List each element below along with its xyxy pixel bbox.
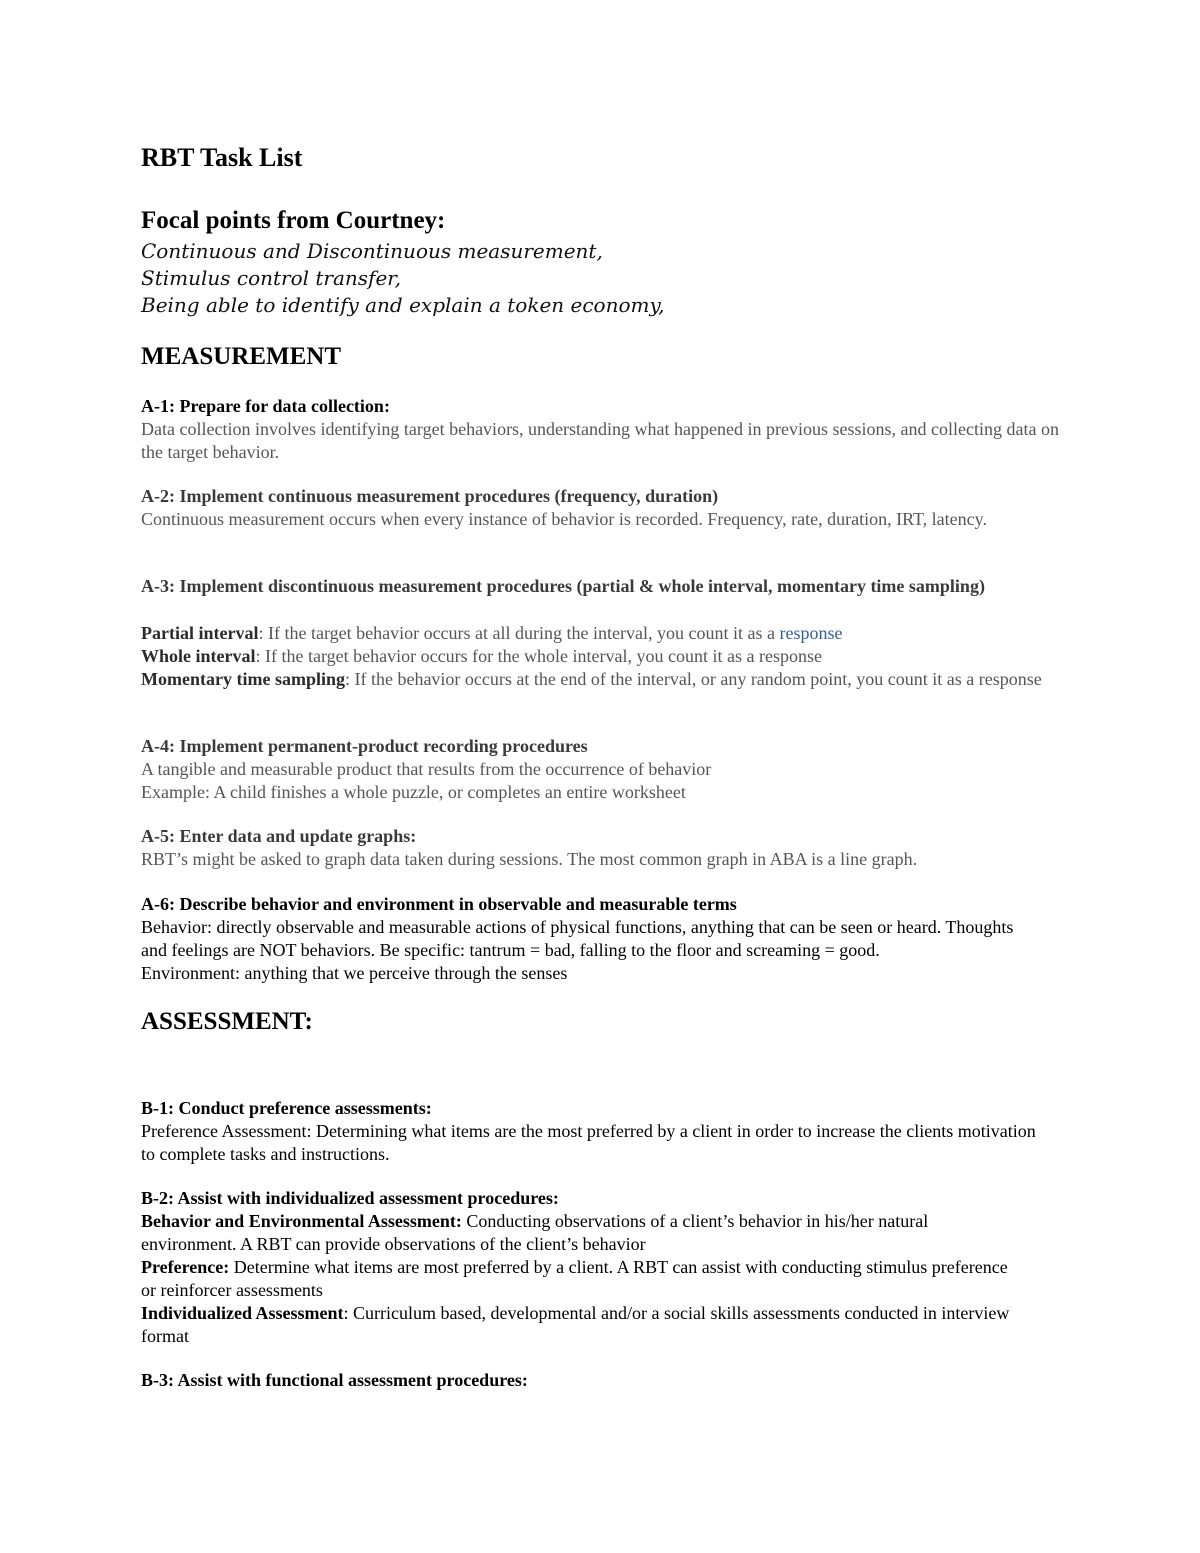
b2-preference <box>141 1256 1021 1302</box>
b1-heading: B-1: Conduct preference assessments: <box>141 1098 432 1118</box>
bea-term: Behavior and Environmental Assessment: <box>141 1211 462 1231</box>
assessment-heading: ASSESSMENT: <box>141 1008 313 1035</box>
partial-interval-text: : If the target behavior occurs at all during the interval, you count it as a <box>258 623 780 643</box>
b2-behavior-environmental <box>141 1210 1021 1256</box>
a6-heading: A-6: Describe behavior and environment in observable and measurable terms <box>141 894 737 914</box>
partial-interval-term: Partial interval <box>141 623 259 643</box>
preference-term: Preference: <box>141 1257 230 1277</box>
a3-partial-interval <box>141 622 1061 645</box>
individualized-term: Individualized Assessment <box>141 1303 344 1323</box>
momentary-time-sampling-term: Momentary time sampling <box>141 669 345 689</box>
focal-item: Stimulus control transfer, <box>141 266 402 290</box>
b2-heading: B-2: Assist with individualized assessment procedures: <box>141 1188 559 1208</box>
whole-interval-text: : If the target behavior occurs for the whole interval, you count it as a response <box>255 646 822 666</box>
b2-individualized <box>141 1302 1021 1348</box>
a6-behavior: Behavior: directly observable and measurable actions of physical functions, anything that can be seen or heard. Thoughts and feelings are NOT behaviors. Be specific: tantrum = bad, falling to the floor and screaming = good. <box>141 917 1014 960</box>
preference-text: Determine what items are most preferred by a client. A RBT can assist with conducting stimulus preference or reinforcer assessments <box>141 1257 1008 1300</box>
focal-points-heading: Focal points from Courtney: <box>141 207 446 234</box>
response-link[interactable]: response <box>779 623 843 643</box>
focal-item: Continuous and Discontinuous measurement, <box>141 239 603 263</box>
a1-heading: A-1: Prepare for data collection: <box>141 396 390 416</box>
bea-text: Conducting observations of a client’s behavior in his/her natural environment. A RBT can provide observations of the client’s behavior <box>141 1211 929 1254</box>
individualized-text: : Curriculum based, developmental and/or a social skills assessments conducted in interview format <box>141 1303 1010 1346</box>
a3-momentary-time-sampling <box>141 668 1061 691</box>
a5-body: RBT’s might be asked to graph data taken during sessions. The most common graph in ABA is a line graph. <box>141 849 918 869</box>
a2-body: Continuous measurement occurs when every instance of behavior is recorded. Frequency, rate, duration, IRT, latency. <box>141 509 987 529</box>
a3-heading: A-3: Implement discontinuous measurement procedures (partial & whole interval, momentary time sampling) <box>141 576 985 596</box>
b1-body: Preference Assessment: Determining what items are the most preferred by a client in order to increase the clients motivation to complete tasks and instructions. <box>141 1121 1036 1164</box>
a4-heading: A-4: Implement permanent-product recording procedures <box>141 736 588 756</box>
a6-environment: Environment: anything that we perceive through the senses <box>141 963 568 983</box>
a1-body: Data collection involves identifying target behaviors, understanding what happened in previous sessions, and collecting data on the target behavior. <box>141 419 1059 462</box>
b3-heading: B-3: Assist with functional assessment procedures: <box>141 1370 528 1390</box>
document-title: RBT Task List <box>141 143 303 172</box>
a5-heading: A-5: Enter data and update graphs: <box>141 826 417 846</box>
a4-line-1: A tangible and measurable product that results from the occurrence of behavior <box>141 759 712 779</box>
momentary-time-sampling-text: : If the behavior occurs at the end of the interval, or any random point, you count it as a response <box>344 669 1042 689</box>
whole-interval-term: Whole interval <box>141 646 256 666</box>
a4-line-2: Example: A child finishes a whole puzzle, or completes an entire worksheet <box>141 782 686 802</box>
measurement-heading: MEASUREMENT <box>141 343 342 370</box>
a3-whole-interval <box>141 645 1061 668</box>
a2-heading: A-2: Implement continuous measurement procedures (frequency, duration) <box>141 486 719 506</box>
focal-item: Being able to identify and explain a token economy, <box>141 293 665 317</box>
